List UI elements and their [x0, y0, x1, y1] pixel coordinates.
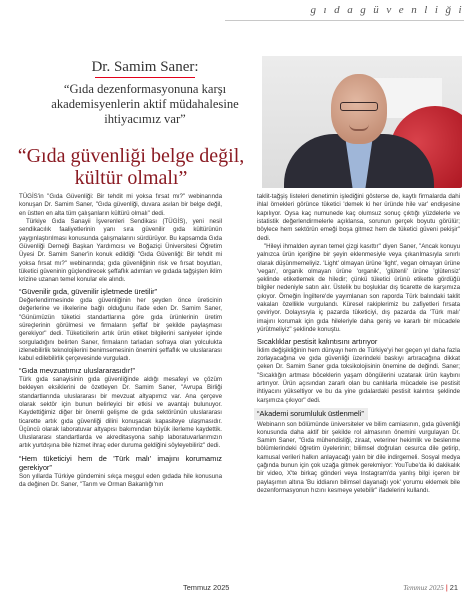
- body-paragraph: taklit-tağşiş listeleri denetimin işlediğini gösterse de, kaytlı firmalarda dahi ihlal örnekleri görünce tüketici 'demek ki her üründe hile var' endişesine kapılıyor. Oysa kaç numunede kaç olumsuz sonuç çıktığı yüzdelerle ve istatistik değerlendirmelerle açıklansa, sorunun gerçek boyutu görülür; böylece hem sektörün emeği boşa gitmez hem de tüketici güveni pekişir" dedi.: [257, 193, 460, 242]
- section-heading: “Güvenilir gıda, güvenilir işletmede üretilir”: [19, 287, 158, 297]
- body-paragraph: Türkiye Gıda Sanayii İşverenleri Sendikası (TÜGİS), yeni nesil sendikacılık faaliyetlerinin yanı sıra güvenilir gıda kültürünün yaygınlaştırılması konusunda çalışmalarını sürdürüyor. Bu kapsamda Gıda Güvenliği Derneği Başkan Yardımcısı ve Boğaziçi Üniversitesi Öğretim Üyesi Dr. Samim Saner'in konuk edildiği "Gıda Güvenliği: Bir tehdit mi yoksa fırsat mı?" webinarında; gıda güvenliğinin risk ve fırsat boyutları, tüketici güveninin güçlendirecek şeffaflık adımları ve gıdada tağşişten iklim krizine uzanan temel konular ele alındı.: [19, 217, 222, 284]
- page-number: 21: [449, 583, 458, 592]
- portrait-photo: [262, 56, 462, 188]
- header-rule: [225, 20, 464, 21]
- section-heading: “Gıda mevzuatımız uluslararasıdır!”: [19, 366, 135, 376]
- body-paragraph: Webinarın son bölümünde üniversiteler ve bilim camiasının, gıda güvenliği konusunda daha aktif bir şekilde rol almasının önemini vurgulayan Dr. Samim Saner, "Gıda mühendisliği, ziraat, veteriner hekimlik ve beslenme bölümlerindeki öğretim üyelerinin; bilimsel doğruları cesurca dile getirip, kamusal verileri halkın anlayacağı yalın bir dile indirgemeli. Sosyal medya çağında bunun için çok uzağa gitmek gerekmiyor: YouTube'da iki dakikalık bir video, X'te birkaç gönderi veya Instagram'da yanlış bilgi içeren bir paylaşımın altına 'Bu iddianın bilimsel dayanağı yok' yorumu eklemek bile dezenformasyonun hızını kesmeye yetebilir" ifadelerini kullandı.: [257, 420, 460, 494]
- interviewee-name: Dr. Samim Saner:: [91, 59, 199, 75]
- left-column: [19, 193, 222, 489]
- body-paragraph: "Hileyi ihmalden ayıran temel çizgi kasıttır" diyen Saner, "Ancak konuyu yalnızca ürün içeriğine bir şeyin eklenmesiyle veya çıkarılmasıyla sınırlı olarak düşünmemeliyiz. 'Light' olmayan ürüne 'light', vegan olmayan ürüne 'vegan', organik olmayan ürüne 'organik', 'glütenli' ürüne 'glütensiz' şeklinde etiketlemek de hiledir; çünkü tüketici ürünü etikette gördüğü bilgiler nedeniyle satın alır. Üstelik bu boşluklar dış ticarette de karşımıza çıkıyor. Örneğin İngiltere'de yayımlanan son raporda Türk balındaki taklit vakaları özellikle vurgulandı. Küresel rakiplerimiz bu zafiyetleri fırsata çeviriyor. Dolayısıyla iç pazarda tüketiciyi, dış pazarda da 'Türk malı' imajını korumak için gıda hileleriyle daha geniş ve kararlı bir mücadele yürütmeliyiz" şeklinde konuştu.: [257, 242, 460, 333]
- footer-issue: Temmuz 2025: [403, 583, 444, 592]
- footer-divider: |: [445, 583, 448, 592]
- body-paragraph: Son yıllarda Türkiye gündemini sıkça meşgul eden gıdada hile konusuna da değinen Dr. Saner, "Tarım ve Orman Bakanlığı'nın: [19, 472, 222, 489]
- right-column: [257, 193, 460, 495]
- glasses-icon: [340, 102, 378, 111]
- intro-paragraph: TÜGİS'in "Gıda Güvenliği: Bir tehdit mi yoksa fırsat mı?" webinarında konuşan Dr. Samim Saner, "Gıda güvenliği, duvara asılan bir belge değil, en üstten en alta tüm çalışanların kültürü olmalı" dedi.: [19, 193, 222, 217]
- section-heading: “Hem tüketiciyi hem de 'Türk malı' imajını korumamız gerekiyor”: [19, 453, 222, 473]
- article-subtitle: “Gıda dezenformasyonuna karşı akademisyenlerin aktif müdahalesine ihtiyacımız var”: [51, 82, 239, 126]
- section-heading: Sıcaklıklar pestisit kalıntısını artırıyor: [257, 337, 378, 347]
- body-paragraph: Değerlendirmesinde gıda güvenliğinin her şeyden önce üreticinin değerlerine ve ilkelerine bağlı olduğunu ifade eden Dr. Samim Saner, "Günümüzün tüketici standartlarına göre gıda ürünlerinin üretim süreçlerinin görülmesi ve firmaların şeffaf bir şekilde paylaşması gerekiyor" dedi. Tüketicilerin artık ürün etiket bilgilerini saniyeler içinde sorguladığını belirten Saner, firmaların tarladan sofraya olan yolculukta izlenebilirlik teknolojilerini benimsemesinin önemini şeffaflık ve uluslararası kabul edilebilirlik çerçevesinde vurguladı.: [19, 296, 222, 363]
- footer-page-info: [403, 583, 458, 592]
- name-underline: [95, 77, 195, 78]
- footer-date: Temmuz 2025: [183, 583, 230, 592]
- section-heading-boxed: “Akademi sorumluluk üstlenmeli”: [254, 408, 368, 420]
- running-header: g ı d a g ü v e n l i ğ i: [310, 4, 464, 16]
- body-paragraph: Türk gıda sanayisinin gıda güvenliğinde aldığı mesafeyi ve çözüm bekleyen eksiklerini de özetleyen Dr. Samim Saner, "Avrupa Birliği standartlarında uluslararası bir mevzuat altyapımız var. Ana çerçeve olarak sektör için bunun belirleyici bir etkisi ve avantajı bulunuyor. Kaydettiğimiz diğer bir önemli gelişme de gıda sektörünün uluslararası ticarette artık gıda güvenliği dilini konuşacak kapasiteye ulaşmasıdır. Üçüncü olarak laboratuvar altyapısı bakımından büyük ilerleme kaydettik. Uluslararası standartlarda ve akreditasyona sahip laboratuvarlarımızın artık yurtdışına bile hizmet ihraç eder duruma geldiğini söyleyebiliriz" dedi.: [19, 375, 222, 450]
- pull-quote: “Gıda güvenliği belge değil, kültür olmalı”: [17, 145, 245, 189]
- body-paragraph: İklim değişikliğinin hem dünyayı hem de Türkiye'yi her geçen yıl daha fazla zorlayacağına ve gıda güvenliği üzerindeki baskıyı artıracağına dikkat çeken Dr. Samim Saner gıda toksikolojisinin önemine de değindi. Saner; "Sıcaklığın artması böceklerin yaşam döngülerini uzatarak ürün kaybını artırıyor. Ürün açısından zararlı olan bu canlılarla mücadele ise pestisit ihtiyacını yükseltiyor ve bu da yine gıdalardaki pestisit kalıntısı şeklinde karşımıza çıkıyor" dedi.: [257, 346, 460, 404]
